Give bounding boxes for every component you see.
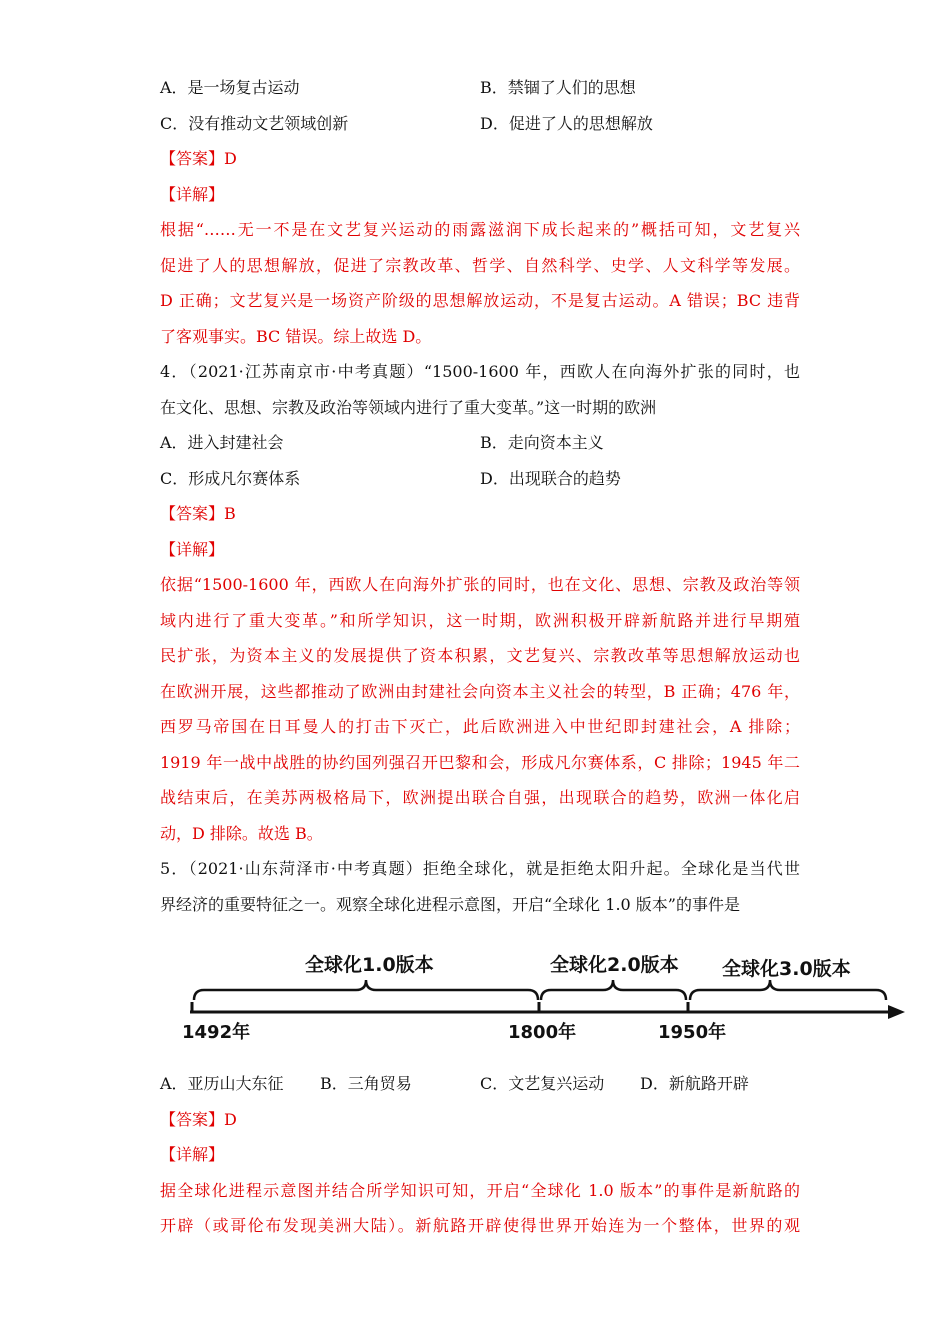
q3-option-c[interactable]: C．没有推动文艺领域创新 [160,113,349,133]
q4-explanation-line: 域内进行了重大变革。”和所学知识，这一时期，欧洲积极开辟新航路并进行早期殖 [160,610,800,630]
q4-stem-line: 在文化、思想、宗教及政治等领域内进行了重大变革。”这一时期的欧洲 [160,397,657,417]
stage-label: 全球化1.0版本 [305,954,434,976]
brace-globalization-3 [690,980,886,1000]
q3-option-d[interactable]: D．促进了人的思想解放 [480,113,653,133]
q5-option-d[interactable]: D．新航路开辟 [640,1074,749,1093]
detail-tag: 【详解】 [160,184,225,204]
q4-answer [160,496,800,532]
q4-option-c[interactable]: C．形成凡尔赛体系 [160,468,301,488]
answer-tag: 【答案】 [160,149,225,168]
q4-explanation-line: 西罗马帝国在日耳曼人的打击下灭亡，此后欧洲进入中世纪即封建社会，A 排除； [160,717,800,736]
q3-explanation-line: 了客观事实。BC 错误。综上故选 D。 [160,326,432,346]
year-label: 1950年 [658,1022,727,1043]
q4-explanation-line: 依据“1500-1600 年，西欧人在向海外扩张的同时，也在文化、思想、宗教及政治等领 [160,575,800,594]
stage-label: 全球化2.0版本 [550,954,679,976]
timeline-svg [160,926,920,1066]
timeline-arrowhead [888,1005,905,1019]
q3-explanation-line: 促进了人的思想解放，促进了宗教改革、哲学、自然科学、史学、人文科学等发展。 [160,255,800,275]
q4-option-b[interactable]: B．走向资本主义 [480,433,604,452]
answer-value: D [224,149,237,168]
brace-globalization-2 [541,980,686,1000]
q5-explanation-line: 据全球化进程示意图并结合所学知识可知，开启“全球化 1.0 版本”的事件是新航路的 [160,1180,800,1200]
q4-explanation-line: 1919 年一战中战胜的协约国列强召开巴黎和会，形成凡尔赛体系，C 排除；1945 年二 [160,752,800,772]
q4-option-a[interactable]: A．进入封建社会 [160,433,284,452]
q4-detail-heading [160,532,800,568]
q5-option-a[interactable]: A．亚历山大东征 [160,1074,284,1093]
q3-option-a[interactable]: A．是一场复古运动 [160,78,300,97]
q5-detail-heading [160,1137,800,1173]
detail-tag: 【详解】 [160,539,225,559]
q5-stem-line: 界经济的重要特征之一。观察全球化进程示意图，开启“全球化 1.0 版本”的事件是 [160,894,740,914]
q4-explanation-line: 动，D 排除。故选 B。 [160,823,323,843]
q4-option-d[interactable]: D．出现联合的趋势 [480,468,621,488]
year-label: 1800年 [508,1022,577,1043]
q3-explanation-line: D 正确；文艺复兴是一场资产阶级的思想解放运动，不是复古运动。A 错误；BC 违背 [160,291,800,310]
q5-answer [160,1102,800,1138]
q3-options-row-1 [160,70,800,106]
q4-options-row-2 [160,461,800,497]
q3-explanation-line: 根据“……无一不是在文艺复兴运动的雨露滋润下成长起来的”概括可知，文艺复兴 [160,220,800,239]
q3-detail-heading [160,177,800,213]
q3-option-b[interactable]: B．禁锢了人们的思想 [480,78,636,97]
q5-option-c[interactable]: C．文艺复兴运动 [480,1074,605,1093]
q4-explanation-line: 民扩张，为资本主义的发展提供了资本积累，文艺复兴、宗教改革等思想解放运动也 [160,646,800,665]
brace-globalization-1 [194,980,538,1000]
year-label: 1492年 [182,1022,251,1043]
q3-answer [160,141,800,177]
q5-explanation-line: 开辟（或哥伦布发现美洲大陆）。新航路开辟使得世界开始连为一个整体，世界的观 [160,1216,800,1235]
q4-explanation-line: 在欧洲开展，这些都推动了欧洲由封建社会向资本主义社会的转型，B 正确；476 年， [160,681,800,701]
answer-tag: 【答案】 [160,1109,225,1129]
stage-label: 全球化3.0版本 [722,958,851,980]
q4-stem-line: 4．（2021·江苏南京市·中考真题）“1500-1600 年，西欧人在向海外扩张的同时，也 [160,362,800,381]
q5-option-b[interactable]: B．三角贸易 [320,1074,412,1093]
q3-options-row-2 [160,106,800,142]
q4-explanation-line: 战结束后，在美苏两极格局下，欧洲提出联合自强，出现联合的趋势，欧洲一体化启 [160,788,800,807]
q5-options-row [160,1066,800,1102]
answer-value: B [224,504,236,523]
q5-stem-line: 5．（2021·山东菏泽市·中考真题）拒绝全球化，就是拒绝太阳升起。全球化是当代世 [160,859,800,878]
q4-options-row-1 [160,425,800,461]
answer-value: D [224,1109,237,1129]
answer-tag: 【答案】 [160,504,225,523]
detail-tag: 【详解】 [160,1145,225,1164]
document-page [160,70,851,1244]
globalization-timeline-figure [160,926,851,1066]
